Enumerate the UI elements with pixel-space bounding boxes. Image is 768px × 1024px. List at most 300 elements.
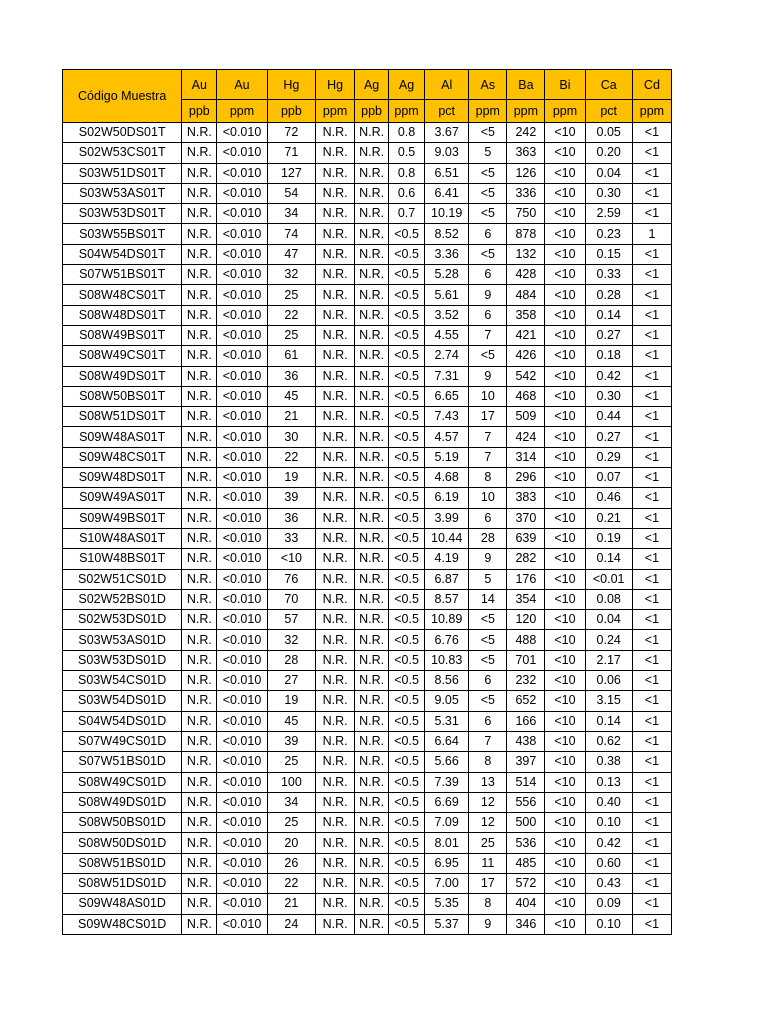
value-cell: 21 (267, 407, 315, 427)
value-cell: <10 (267, 549, 315, 569)
value-cell: N.R. (182, 650, 217, 670)
value-cell: N.R. (355, 549, 389, 569)
sample-code-cell: S09W49AS01T (63, 488, 182, 508)
value-cell: N.R. (182, 853, 217, 873)
sample-code-cell: S02W50DS01T (63, 123, 182, 143)
table-row (63, 325, 672, 345)
value-cell: <10 (545, 488, 585, 508)
value-cell: 26 (267, 853, 315, 873)
value-cell: <1 (632, 366, 671, 386)
value-cell: <10 (545, 752, 585, 772)
value-cell: <10 (545, 914, 585, 934)
table-row (63, 833, 672, 853)
sample-code-cell: S08W51DS01D (63, 873, 182, 893)
table-row (63, 772, 672, 792)
value-cell: N.R. (182, 894, 217, 914)
table-row (63, 265, 672, 285)
value-cell: <5 (469, 163, 507, 183)
value-cell: N.R. (182, 549, 217, 569)
table-row (63, 569, 672, 589)
value-cell: 404 (507, 894, 545, 914)
value-cell: N.R. (182, 285, 217, 305)
value-cell: 7 (469, 427, 507, 447)
value-cell: <0.5 (389, 528, 425, 548)
table-row (63, 731, 672, 751)
value-cell: <1 (632, 691, 671, 711)
value-cell: N.R. (355, 244, 389, 264)
value-cell: <0.010 (217, 488, 267, 508)
value-cell: N.R. (316, 549, 355, 569)
element-header: Hg (267, 70, 315, 100)
value-cell: 336 (507, 183, 545, 203)
value-cell: <10 (545, 508, 585, 528)
value-cell: 0.8 (389, 123, 425, 143)
value-cell: 7.31 (425, 366, 469, 386)
value-cell: <0.5 (389, 386, 425, 406)
value-cell: <10 (545, 366, 585, 386)
value-cell: N.R. (182, 873, 217, 893)
value-cell: <10 (545, 630, 585, 650)
value-cell: <0.5 (389, 691, 425, 711)
value-cell: 14 (469, 589, 507, 609)
value-cell: 2.74 (425, 346, 469, 366)
value-cell: <1 (632, 386, 671, 406)
unit-header: ppm (389, 100, 425, 123)
value-cell: <10 (545, 183, 585, 203)
value-cell: <0.5 (389, 610, 425, 630)
value-cell: 0.18 (585, 346, 632, 366)
value-cell: N.R. (355, 427, 389, 447)
value-cell: 5 (469, 143, 507, 163)
value-cell: 61 (267, 346, 315, 366)
value-cell: 36 (267, 508, 315, 528)
value-cell: <1 (632, 123, 671, 143)
value-cell: 0.23 (585, 224, 632, 244)
value-cell: N.R. (182, 610, 217, 630)
value-cell: <0.010 (217, 549, 267, 569)
value-cell: N.R. (316, 508, 355, 528)
value-cell: 572 (507, 873, 545, 893)
value-cell: N.R. (182, 630, 217, 650)
value-cell: <1 (632, 671, 671, 691)
value-cell: N.R. (182, 711, 217, 731)
value-cell: <10 (545, 528, 585, 548)
sample-code-cell: S03W53AS01D (63, 630, 182, 650)
sample-code-cell: S08W51DS01T (63, 407, 182, 427)
sample-code-cell: S10W48BS01T (63, 549, 182, 569)
value-cell: 5.37 (425, 914, 469, 934)
value-cell: 6.87 (425, 569, 469, 589)
value-cell: N.R. (355, 792, 389, 812)
value-cell: <0.010 (217, 447, 267, 467)
value-cell: <1 (632, 488, 671, 508)
value-cell: 0.60 (585, 853, 632, 873)
value-cell: N.R. (182, 752, 217, 772)
value-cell: <0.010 (217, 346, 267, 366)
value-cell: <10 (545, 123, 585, 143)
value-cell: 0.30 (585, 183, 632, 203)
value-cell: 0.27 (585, 325, 632, 345)
value-cell: N.R. (355, 589, 389, 609)
value-cell: <0.5 (389, 285, 425, 305)
value-cell: 363 (507, 143, 545, 163)
value-cell: 639 (507, 528, 545, 548)
value-cell: <5 (469, 630, 507, 650)
sample-code-cell: S03W53AS01T (63, 183, 182, 203)
value-cell: N.R. (182, 671, 217, 691)
table-row (63, 630, 672, 650)
value-cell: 5.35 (425, 894, 469, 914)
table-row (63, 589, 672, 609)
value-cell: 0.33 (585, 265, 632, 285)
value-cell: <1 (632, 244, 671, 264)
value-cell: 6.64 (425, 731, 469, 751)
table-row (63, 163, 672, 183)
value-cell: 6 (469, 224, 507, 244)
value-cell: 6 (469, 508, 507, 528)
value-cell: 0.5 (389, 143, 425, 163)
value-cell: 100 (267, 772, 315, 792)
value-cell: <0.010 (217, 386, 267, 406)
value-cell: 176 (507, 569, 545, 589)
value-cell: <1 (632, 285, 671, 305)
element-header: Ag (389, 70, 425, 100)
value-cell: <10 (545, 691, 585, 711)
value-cell: 0.30 (585, 386, 632, 406)
value-cell: <0.010 (217, 691, 267, 711)
value-cell: <0.5 (389, 589, 425, 609)
value-cell: 70 (267, 589, 315, 609)
value-cell: 8.01 (425, 833, 469, 853)
value-cell: <0.5 (389, 894, 425, 914)
value-cell: <5 (469, 346, 507, 366)
value-cell: <0.5 (389, 671, 425, 691)
value-cell: 12 (469, 792, 507, 812)
value-cell: N.R. (316, 346, 355, 366)
table-row (63, 204, 672, 224)
value-cell: N.R. (316, 407, 355, 427)
value-cell: N.R. (182, 325, 217, 345)
value-cell: <10 (545, 569, 585, 589)
value-cell: <0.5 (389, 325, 425, 345)
sample-code-cell: S03W54CS01D (63, 671, 182, 691)
value-cell: <0.010 (217, 528, 267, 548)
value-cell: <1 (632, 549, 671, 569)
value-cell: N.R. (316, 752, 355, 772)
value-cell: <0.010 (217, 650, 267, 670)
value-cell: 7 (469, 325, 507, 345)
value-cell: N.R. (316, 630, 355, 650)
value-cell: N.R. (182, 244, 217, 264)
value-cell: 20 (267, 833, 315, 853)
value-cell: N.R. (182, 569, 217, 589)
value-cell: <5 (469, 244, 507, 264)
table-row (63, 650, 672, 670)
value-cell: 74 (267, 224, 315, 244)
value-cell: 7 (469, 447, 507, 467)
value-cell: 36 (267, 366, 315, 386)
sample-code-cell: S08W49DS01D (63, 792, 182, 812)
value-cell: N.R. (182, 366, 217, 386)
value-cell: N.R. (355, 691, 389, 711)
value-cell: <1 (632, 589, 671, 609)
value-cell: 54 (267, 183, 315, 203)
value-cell: 9 (469, 366, 507, 386)
value-cell: 8 (469, 468, 507, 488)
value-cell: <10 (545, 224, 585, 244)
table-row (63, 285, 672, 305)
sample-code-cell: S03W54DS01D (63, 691, 182, 711)
table-row (63, 244, 672, 264)
element-header: Au (217, 70, 267, 100)
value-cell: <0.010 (217, 792, 267, 812)
unit-header: ppm (632, 100, 671, 123)
value-cell: N.R. (355, 366, 389, 386)
element-header: Ba (507, 70, 545, 100)
value-cell: N.R. (182, 772, 217, 792)
sample-code-cell: S02W51CS01D (63, 569, 182, 589)
value-cell: 28 (469, 528, 507, 548)
value-cell: 7 (469, 731, 507, 751)
value-cell: 484 (507, 285, 545, 305)
value-cell: N.R. (316, 366, 355, 386)
value-cell: <10 (545, 731, 585, 751)
element-header-row (63, 70, 672, 100)
value-cell: N.R. (316, 163, 355, 183)
element-header: Au (182, 70, 217, 100)
value-cell: 6.51 (425, 163, 469, 183)
value-cell: <0.5 (389, 853, 425, 873)
value-cell: N.R. (355, 346, 389, 366)
value-cell: 19 (267, 468, 315, 488)
table-row (63, 468, 672, 488)
value-cell: 4.19 (425, 549, 469, 569)
value-cell: <0.5 (389, 244, 425, 264)
sample-code-cell: S09W48AS01D (63, 894, 182, 914)
value-cell: 27 (267, 671, 315, 691)
value-cell: 71 (267, 143, 315, 163)
value-cell: N.R. (182, 488, 217, 508)
value-cell: 25 (267, 325, 315, 345)
unit-header: ppb (355, 100, 389, 123)
value-cell: 6.19 (425, 488, 469, 508)
value-cell: N.R. (316, 224, 355, 244)
value-cell: 8 (469, 894, 507, 914)
value-cell: <0.010 (217, 833, 267, 853)
value-cell: <5 (469, 123, 507, 143)
value-cell: <0.5 (389, 914, 425, 934)
table-body (63, 123, 672, 935)
value-cell: 878 (507, 224, 545, 244)
table-row (63, 447, 672, 467)
value-cell: 34 (267, 792, 315, 812)
element-header: Ag (355, 70, 389, 100)
value-cell: <0.5 (389, 772, 425, 792)
value-cell: <10 (545, 427, 585, 447)
value-cell: 0.40 (585, 792, 632, 812)
value-cell: <1 (632, 204, 671, 224)
value-cell: N.R. (316, 853, 355, 873)
value-cell: 750 (507, 204, 545, 224)
value-cell: <5 (469, 691, 507, 711)
value-cell: 383 (507, 488, 545, 508)
value-cell: N.R. (355, 752, 389, 772)
value-cell: 7.43 (425, 407, 469, 427)
value-cell: 0.6 (389, 183, 425, 203)
value-cell: 120 (507, 610, 545, 630)
value-cell: 514 (507, 772, 545, 792)
value-cell: 6.65 (425, 386, 469, 406)
value-cell: 0.04 (585, 163, 632, 183)
value-cell: <1 (632, 792, 671, 812)
value-cell: 0.24 (585, 630, 632, 650)
value-cell: 10.89 (425, 610, 469, 630)
value-cell: 25 (267, 752, 315, 772)
value-cell: 22 (267, 447, 315, 467)
value-cell: N.R. (182, 508, 217, 528)
value-cell: 5.31 (425, 711, 469, 731)
value-cell: <1 (632, 752, 671, 772)
value-cell: 28 (267, 650, 315, 670)
value-cell: N.R. (316, 914, 355, 934)
value-cell: <0.010 (217, 589, 267, 609)
value-cell: 0.05 (585, 123, 632, 143)
value-cell: <0.5 (389, 873, 425, 893)
value-cell: N.R. (355, 468, 389, 488)
value-cell: 166 (507, 711, 545, 731)
sample-code-cell: S02W52BS01D (63, 589, 182, 609)
value-cell: <1 (632, 914, 671, 934)
value-cell: <5 (469, 204, 507, 224)
value-cell: 10 (469, 488, 507, 508)
value-cell: 0.43 (585, 873, 632, 893)
value-cell: <0.010 (217, 204, 267, 224)
value-cell: 10.83 (425, 650, 469, 670)
value-cell: N.R. (355, 183, 389, 203)
value-cell: <1 (632, 346, 671, 366)
value-cell: <0.5 (389, 407, 425, 427)
value-cell: N.R. (182, 163, 217, 183)
value-cell: <1 (632, 325, 671, 345)
value-cell: <0.5 (389, 731, 425, 751)
sample-code-cell: S03W51DS01T (63, 163, 182, 183)
value-cell: 72 (267, 123, 315, 143)
unit-header: ppb (267, 100, 315, 123)
value-cell: N.R. (355, 488, 389, 508)
value-cell: <0.5 (389, 305, 425, 325)
value-cell: N.R. (182, 691, 217, 711)
table-row (63, 386, 672, 406)
value-cell: N.R. (355, 407, 389, 427)
value-cell: <1 (632, 833, 671, 853)
value-cell: <5 (469, 610, 507, 630)
value-cell: 7.00 (425, 873, 469, 893)
value-cell: N.R. (355, 325, 389, 345)
value-cell: 424 (507, 427, 545, 447)
value-cell: 9 (469, 285, 507, 305)
value-cell: N.R. (316, 711, 355, 731)
value-cell: N.R. (355, 305, 389, 325)
value-cell: <0.010 (217, 468, 267, 488)
value-cell: 6 (469, 711, 507, 731)
element-header: Ca (585, 70, 632, 100)
value-cell: 8 (469, 752, 507, 772)
table-row (63, 873, 672, 893)
value-cell: N.R. (316, 792, 355, 812)
value-cell: N.R. (355, 914, 389, 934)
value-cell: 0.08 (585, 589, 632, 609)
value-cell: <0.5 (389, 792, 425, 812)
value-cell: <0.010 (217, 265, 267, 285)
value-cell: 0.10 (585, 813, 632, 833)
value-cell: N.R. (316, 265, 355, 285)
value-cell: N.R. (316, 528, 355, 548)
value-cell: <0.5 (389, 833, 425, 853)
value-cell: N.R. (182, 123, 217, 143)
value-cell: <0.5 (389, 488, 425, 508)
value-cell: <10 (545, 650, 585, 670)
value-cell: N.R. (182, 833, 217, 853)
table-row (63, 610, 672, 630)
sample-code-cell: S04W54DS01D (63, 711, 182, 731)
value-cell: <0.5 (389, 224, 425, 244)
value-cell: <1 (632, 813, 671, 833)
value-cell: 19 (267, 691, 315, 711)
value-cell: <10 (545, 853, 585, 873)
value-cell: 39 (267, 731, 315, 751)
value-cell: 57 (267, 610, 315, 630)
value-cell: 10.19 (425, 204, 469, 224)
value-cell: 0.20 (585, 143, 632, 163)
sample-code-cell: S08W48CS01T (63, 285, 182, 305)
value-cell: N.R. (316, 731, 355, 751)
value-cell: 0.13 (585, 772, 632, 792)
value-cell: 3.99 (425, 508, 469, 528)
value-cell: <0.010 (217, 325, 267, 345)
value-cell: N.R. (182, 143, 217, 163)
value-cell: 397 (507, 752, 545, 772)
sample-code-cell: S08W51BS01D (63, 853, 182, 873)
value-cell: N.R. (316, 244, 355, 264)
value-cell: N.R. (355, 569, 389, 589)
table-row (63, 813, 672, 833)
value-cell: 296 (507, 468, 545, 488)
value-cell: <0.010 (217, 671, 267, 691)
value-cell: 9 (469, 914, 507, 934)
sample-code-cell: S07W51BS01D (63, 752, 182, 772)
value-cell: <10 (545, 549, 585, 569)
value-cell: <1 (632, 528, 671, 548)
value-cell: <0.010 (217, 244, 267, 264)
value-cell: <10 (545, 285, 585, 305)
value-cell: 5.61 (425, 285, 469, 305)
sample-code-cell: S04W54DS01T (63, 244, 182, 264)
value-cell: 0.15 (585, 244, 632, 264)
value-cell: <0.5 (389, 366, 425, 386)
value-cell: N.R. (316, 305, 355, 325)
value-cell: N.R. (182, 265, 217, 285)
value-cell: 33 (267, 528, 315, 548)
value-cell: <0.010 (217, 285, 267, 305)
element-header: Cd (632, 70, 671, 100)
value-cell: 3.67 (425, 123, 469, 143)
value-cell: 6 (469, 265, 507, 285)
value-cell: <10 (545, 325, 585, 345)
value-cell: N.R. (182, 731, 217, 751)
value-cell: N.R. (316, 671, 355, 691)
value-cell: <1 (632, 183, 671, 203)
value-cell: <0.5 (389, 752, 425, 772)
